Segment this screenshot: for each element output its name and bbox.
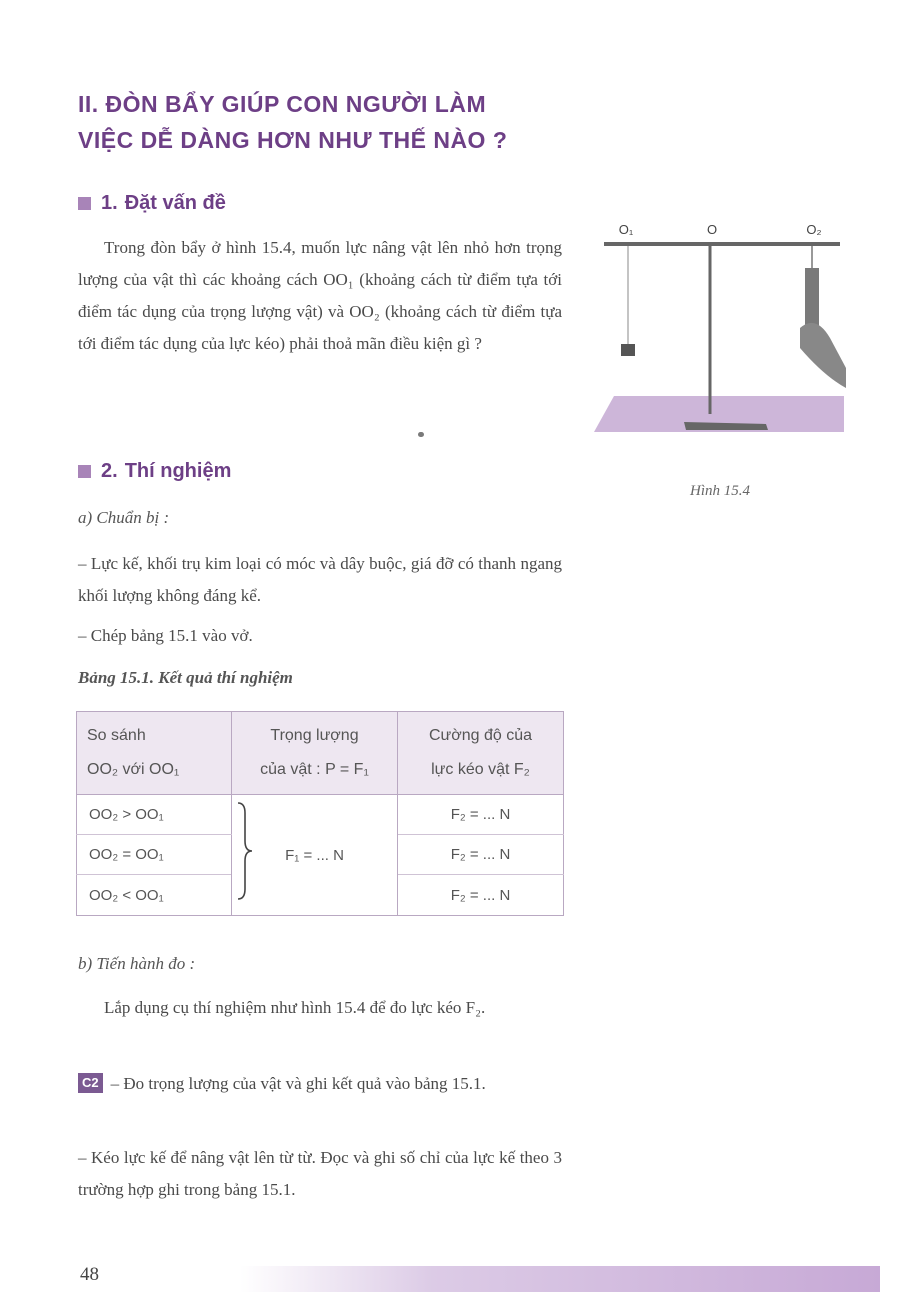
procedure-intro: Lắp dụng cụ thí nghiệm như hình 15.4 để đo lực kéo F₂.	[104, 998, 486, 1017]
ink-dot	[418, 432, 424, 437]
page-number: 48	[80, 1264, 99, 1285]
table-header-weight: Trọng lượng của vật : P = F₁	[232, 712, 398, 795]
procedure-step-2: – Kéo lực kế để nâng vật lên từ từ. Đọc và ghi số chỉ của lực kế theo 3 trường hợp ghi trong bảng 15.1.	[78, 1148, 562, 1199]
table-caption: Bảng 15.1. Kết quả thí nghiệm	[78, 668, 293, 687]
force-cell: F₂ = ... N	[398, 875, 564, 916]
subsection-1-heading	[78, 192, 226, 215]
label-o2: O₂	[806, 222, 822, 237]
label-o: O	[706, 222, 718, 237]
subsection-1-title: Đặt vấn đề	[124, 192, 226, 214]
metal-weight	[621, 344, 635, 356]
compare-cell: OO₂ > OO₁	[77, 795, 232, 835]
weight-cell	[232, 795, 398, 916]
square-bullet-icon	[78, 197, 91, 210]
table-header-force: Cường độ của lực kéo vật F₂	[398, 712, 564, 795]
subsection-2-number: 2.	[101, 460, 118, 482]
figure-caption: Hình 15.4	[690, 483, 750, 499]
footer-band	[240, 1266, 880, 1292]
table-row	[77, 795, 564, 835]
compare-cell: OO₂ = OO₁	[77, 835, 232, 875]
heading-line-2: VIỆC DỄ DÀNG HƠN NHƯ THẾ NÀO ?	[78, 127, 508, 153]
lever-figure	[594, 218, 846, 440]
section-heading	[78, 86, 598, 158]
prep-item-equipment: – Lực kế, khối trụ kim loại có móc và dây buộc, giá đỡ có thanh ngang khối lượng không đáng kể.	[78, 554, 562, 605]
weight-value: F₁ = ... N	[285, 846, 344, 864]
c2-text: – Đo trọng lượng của vật và ghi kết quả vào bảng 15.1.	[110, 1074, 486, 1093]
problem-text: Trong đòn bẩy ở hình 15.4, muốn lực nâng vật lên nhỏ hơn trọng lượng của vật thì các khoảng cách OO₁ (khoảng cách từ điểm tựa tới điểm tác dụng của trọng lượng vật) và OO₂ (khoảng cách từ điểm tựa tới điểm tác dụng của lực kéo) phải thoả mãn điều kiện gì ?	[78, 238, 562, 353]
c2-badge: C2	[78, 1073, 103, 1093]
square-bullet-icon	[78, 465, 91, 478]
subsection-2-title: Thí nghiệm	[124, 460, 232, 482]
force-cell: F₂ = ... N	[398, 795, 564, 835]
c2-question	[78, 1068, 562, 1100]
force-cell: F₂ = ... N	[398, 835, 564, 875]
label-o1: O₁	[618, 222, 634, 237]
subsection-2-heading	[78, 460, 231, 483]
hand	[800, 323, 846, 388]
prep-label: a) Chuẩn bị :	[78, 508, 170, 527]
results-table	[76, 711, 564, 916]
heading-line-1: II. ĐÒN BẨY GIÚP CON NGƯỜI LÀM	[78, 91, 487, 117]
prep-item-copy-table: – Chép bảng 15.1 vào vở.	[78, 626, 253, 645]
subsection-1-number: 1.	[101, 192, 118, 214]
compare-cell: OO₂ < OO₁	[77, 875, 232, 916]
table-header-compare: So sánh OO₂ với OO₁	[77, 712, 232, 795]
procedure-label: b) Tiến hành đo :	[78, 954, 196, 973]
brace-icon	[236, 801, 254, 901]
